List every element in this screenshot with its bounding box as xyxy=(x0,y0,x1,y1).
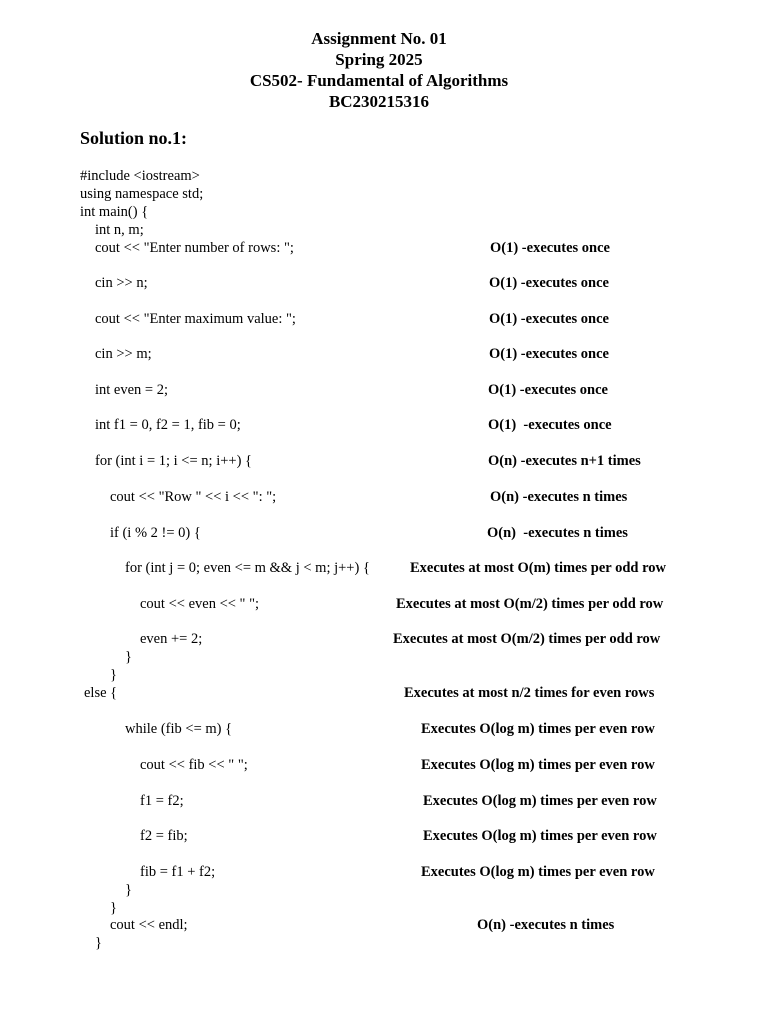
student-id: BC230215316 xyxy=(328,92,430,111)
complexity-note: Executes at most O(m) times per odd row xyxy=(410,560,666,576)
code-line: f2 = fib; xyxy=(140,828,188,844)
complexity-note: Executes O(log m) times per even row xyxy=(421,864,655,880)
code-line: } xyxy=(110,667,117,683)
code-line: even += 2; xyxy=(140,631,203,647)
code-line: cout << "Row " << i << ": "; xyxy=(110,489,277,505)
code-line: if (i % 2 != 0) { xyxy=(110,525,201,541)
complexity-note: Executes O(log m) times per even row xyxy=(423,828,657,844)
complexity-note: Executes O(log m) times per even row xyxy=(421,721,655,737)
code-line: cout << even << " "; xyxy=(140,596,260,612)
code-line: cout << fib << " "; xyxy=(140,757,248,773)
solution-heading: Solution no.1: xyxy=(80,128,188,148)
code-line: for (int j = 0; even <= m && j < m; j++) { xyxy=(125,560,370,576)
code-line: while (fib <= m) { xyxy=(125,721,233,737)
code-line: } xyxy=(125,649,132,665)
code-line: cout << endl; xyxy=(110,917,188,933)
semester-title: Spring 2025 xyxy=(335,50,423,69)
course-title: CS502- Fundamental of Algorithms xyxy=(249,71,509,90)
complexity-note: O(n) -executes n+1 times xyxy=(488,453,641,469)
code-line: int even = 2; xyxy=(95,382,169,398)
code-line: cin >> m; xyxy=(95,346,152,362)
complexity-note: O(1) -executes once xyxy=(489,346,609,362)
complexity-note: Executes O(log m) times per even row xyxy=(421,757,655,773)
complexity-note: O(n) -executes n times xyxy=(487,525,628,541)
complexity-note: Executes at most O(m/2) times per odd row xyxy=(393,631,661,647)
complexity-note: O(n) -executes n times xyxy=(490,489,628,505)
code-line: } xyxy=(125,882,132,898)
document-header xyxy=(0,28,768,112)
code-line: cin >> n; xyxy=(95,275,148,291)
code-line: int main() { xyxy=(80,204,149,220)
code-line: #include <iostream> xyxy=(80,168,200,184)
complexity-note: O(n) -executes n times xyxy=(477,917,615,933)
complexity-note: O(1) -executes once xyxy=(488,382,608,398)
complexity-note: Executes at most n/2 times for even rows xyxy=(404,685,655,701)
code-line: cout << "Enter maximum value: "; xyxy=(95,311,296,327)
code-line: using namespace std; xyxy=(80,186,204,202)
code-line: } xyxy=(95,935,102,951)
complexity-note: Executes at most O(m/2) times per odd row xyxy=(396,596,664,612)
code-line: for (int i = 1; i <= n; i++) { xyxy=(95,453,252,469)
code-line: cout << "Enter number of rows: "; xyxy=(95,240,294,256)
code-line: else { xyxy=(84,685,118,701)
code-line: fib = f1 + f2; xyxy=(140,864,216,880)
complexity-note: O(1) -executes once xyxy=(488,417,612,433)
code-line: } xyxy=(110,900,117,916)
code-line: f1 = f2; xyxy=(140,793,184,809)
assignment-title: Assignment No. 01 xyxy=(311,29,447,48)
complexity-note: O(1) -executes once xyxy=(489,275,609,291)
complexity-note: O(1) -executes once xyxy=(489,311,609,327)
code-line: int f1 = 0, f2 = 1, fib = 0; xyxy=(95,417,241,433)
complexity-note: Executes O(log m) times per even row xyxy=(423,793,657,809)
code-line: int n, m; xyxy=(95,222,144,238)
complexity-note: O(1) -executes once xyxy=(490,240,610,256)
